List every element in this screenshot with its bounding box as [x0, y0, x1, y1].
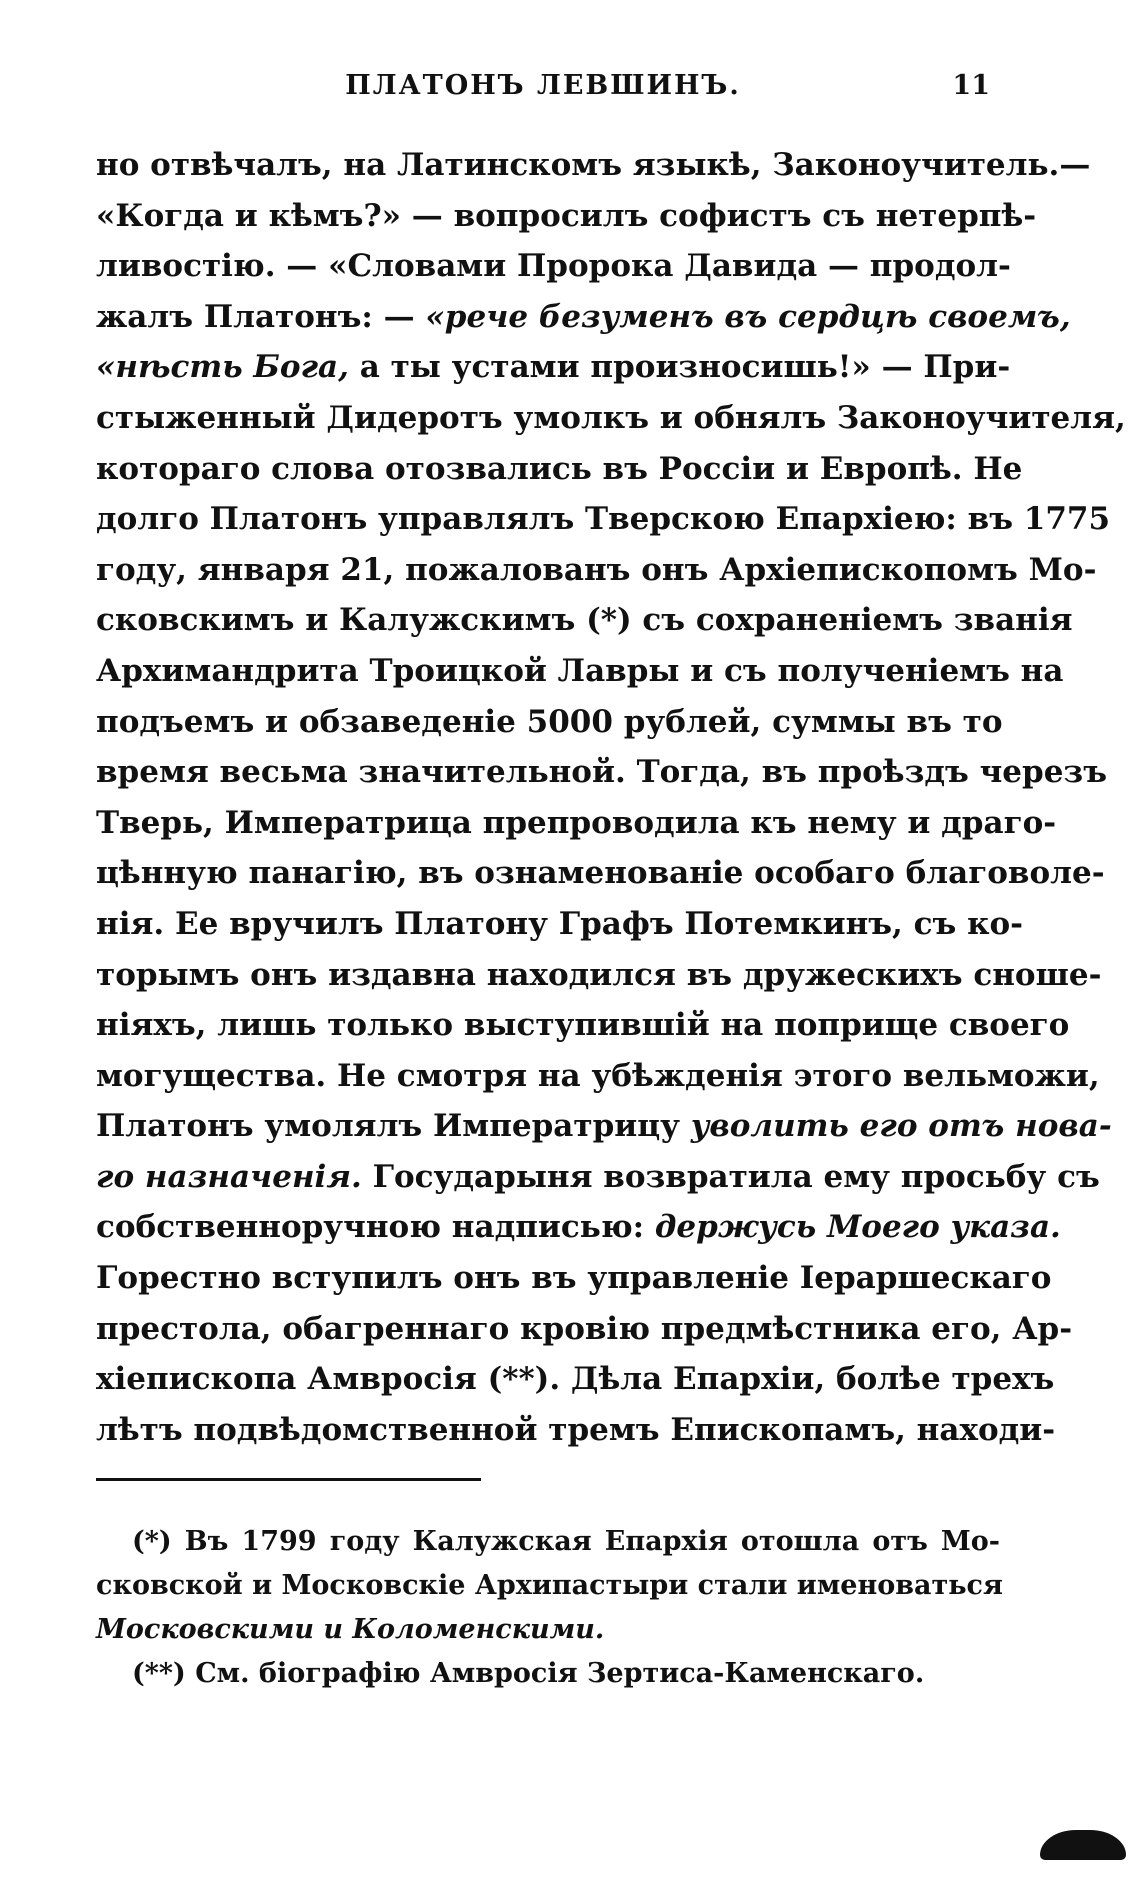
italic-text: «нѣсть Бога, [96, 349, 349, 386]
italic-text: Московскими и Коломенскими. [96, 1614, 605, 1645]
footnote-line [96, 1652, 1000, 1696]
text-segment: Платонъ умолялъ Императрицу [96, 1108, 691, 1145]
text-segment: цѣнную панагію, въ ознаменованіе особаго благоволе- [96, 855, 1105, 892]
main-text [96, 140, 1126, 1455]
footnote-divider [96, 1478, 481, 1481]
text-segment: но отвѣчалъ, на Латинскомъ языкѣ, Законоучитель.— [96, 147, 1091, 183]
text-line [96, 1000, 1070, 1051]
text-segment: «Когда и кѣмъ?» — вопросилъ софистъ съ нетерпѣ- [96, 197, 1037, 234]
text-line [96, 494, 1111, 545]
text-segment: подъемъ и обзаведеніе 5000 рублей, суммы въ то [96, 703, 1003, 740]
text-segment: стыженный Дидеротъ умолкъ и обнялъ Законоучителя, [96, 399, 1126, 436]
footnote-line [96, 1608, 1000, 1652]
text-line [96, 444, 1023, 495]
text-segment: а ты устами произносишь!» — При- [348, 349, 1011, 386]
running-title: ПЛАТОНЪ ЛЕВШИНЪ. [345, 70, 741, 101]
text-segment: лѣтъ подвѣдомственной тремъ Епископамъ, находи- [96, 1411, 1056, 1448]
text-segment: престола, обагреннаго кровію предмѣстника его, Ар- [96, 1310, 1073, 1347]
text-line [96, 646, 1064, 697]
text-line [96, 595, 1073, 646]
text-line [96, 747, 1107, 798]
text-segment: сковскимъ и Калужскимъ (*) съ сохраненіемъ званія [96, 602, 1073, 639]
text-segment: (*) Въ 1799 году Калужская Епархія отошла отъ Мо- [132, 1526, 1000, 1557]
text-segment: котораго слова отозвались въ Россіи и Европѣ. Не [96, 450, 1023, 487]
text-segment: ніяхъ, лишь только выступившій на поприще своего [96, 1007, 1070, 1044]
page-header [96, 70, 990, 106]
text-line [96, 1304, 1073, 1355]
text-segment: Горестно вступилъ онъ въ управленіе Іераршескаго [96, 1260, 1052, 1297]
text-line [96, 1152, 1100, 1203]
text-segment: могущества. Не смотря на убѣжденія этого вельможи, [96, 1057, 1100, 1094]
text-segment: сковской и Московскіе Архипастыри стали именоваться [96, 1570, 1003, 1601]
italic-text: «рече безуменъ въ сердцѣ своемъ, [425, 298, 1071, 335]
text-segment: время весьма значительной. Тогда, въ проѣздъ черезъ [96, 754, 1107, 791]
text-line [96, 1051, 1100, 1102]
text-segment: Тверь, Императрица препроводила къ нему и драго- [96, 804, 1057, 841]
text-segment: собственноручною надписью: [96, 1209, 655, 1246]
text-segment: году, января 21, пожалованъ онъ Архіепископомъ Мо- [96, 551, 1097, 588]
footnote-line [96, 1520, 1000, 1564]
text-segment: (**) См. біографію Амвросія Зертиса-Каменскаго. [132, 1658, 925, 1689]
italic-text: го назначенія. [96, 1158, 362, 1195]
footnote [96, 1520, 1003, 1652]
footnote-line [96, 1564, 1003, 1608]
footnote [96, 1652, 1000, 1696]
text-line [96, 899, 1024, 950]
text-segment: Государыня возвратила ему просьбу съ [361, 1158, 1100, 1195]
text-line [96, 241, 1011, 292]
text-line [96, 292, 1071, 343]
text-line [96, 1405, 1056, 1456]
text-line [96, 1202, 1061, 1253]
text-line [96, 393, 1126, 444]
text-segment: Архимандрита Троицкой Лавры и съ полученіемъ на [96, 652, 1064, 689]
text-segment: долго Платонъ управлялъ Тверскою Епархіею: въ 1775 [96, 501, 1111, 538]
footnotes [96, 1520, 1003, 1696]
text-segment: нія. Ее вручилъ Платону Графъ Потемкинъ, съ ко- [96, 905, 1024, 942]
text-segment: торымъ онъ издавна находился въ дружескихъ сноше- [96, 956, 1102, 993]
text-line [96, 1354, 1055, 1405]
text-line [96, 342, 1011, 393]
text-line [96, 191, 1037, 242]
text-line [96, 140, 1091, 191]
page-number: 11 [952, 70, 990, 101]
text-segment: ливостію. — «Словами Пророка Давида — продол- [96, 248, 1011, 285]
text-line [96, 1101, 1112, 1152]
italic-text: уволить его отъ нова- [690, 1108, 1112, 1145]
text-line [96, 1253, 1052, 1304]
text-line [96, 848, 1105, 899]
ink-blot-mark [1040, 1830, 1126, 1860]
text-line [96, 545, 1097, 596]
text-segment: хіепископа Амвросія (**). Дѣла Епархіи, болѣе трехъ [96, 1361, 1055, 1398]
text-line [96, 950, 1102, 1001]
text-segment: жалъ Платонъ: — [96, 298, 426, 335]
text-line [96, 798, 1057, 849]
text-line [96, 697, 1003, 748]
italic-text: держусь Моего указа. [654, 1209, 1061, 1246]
